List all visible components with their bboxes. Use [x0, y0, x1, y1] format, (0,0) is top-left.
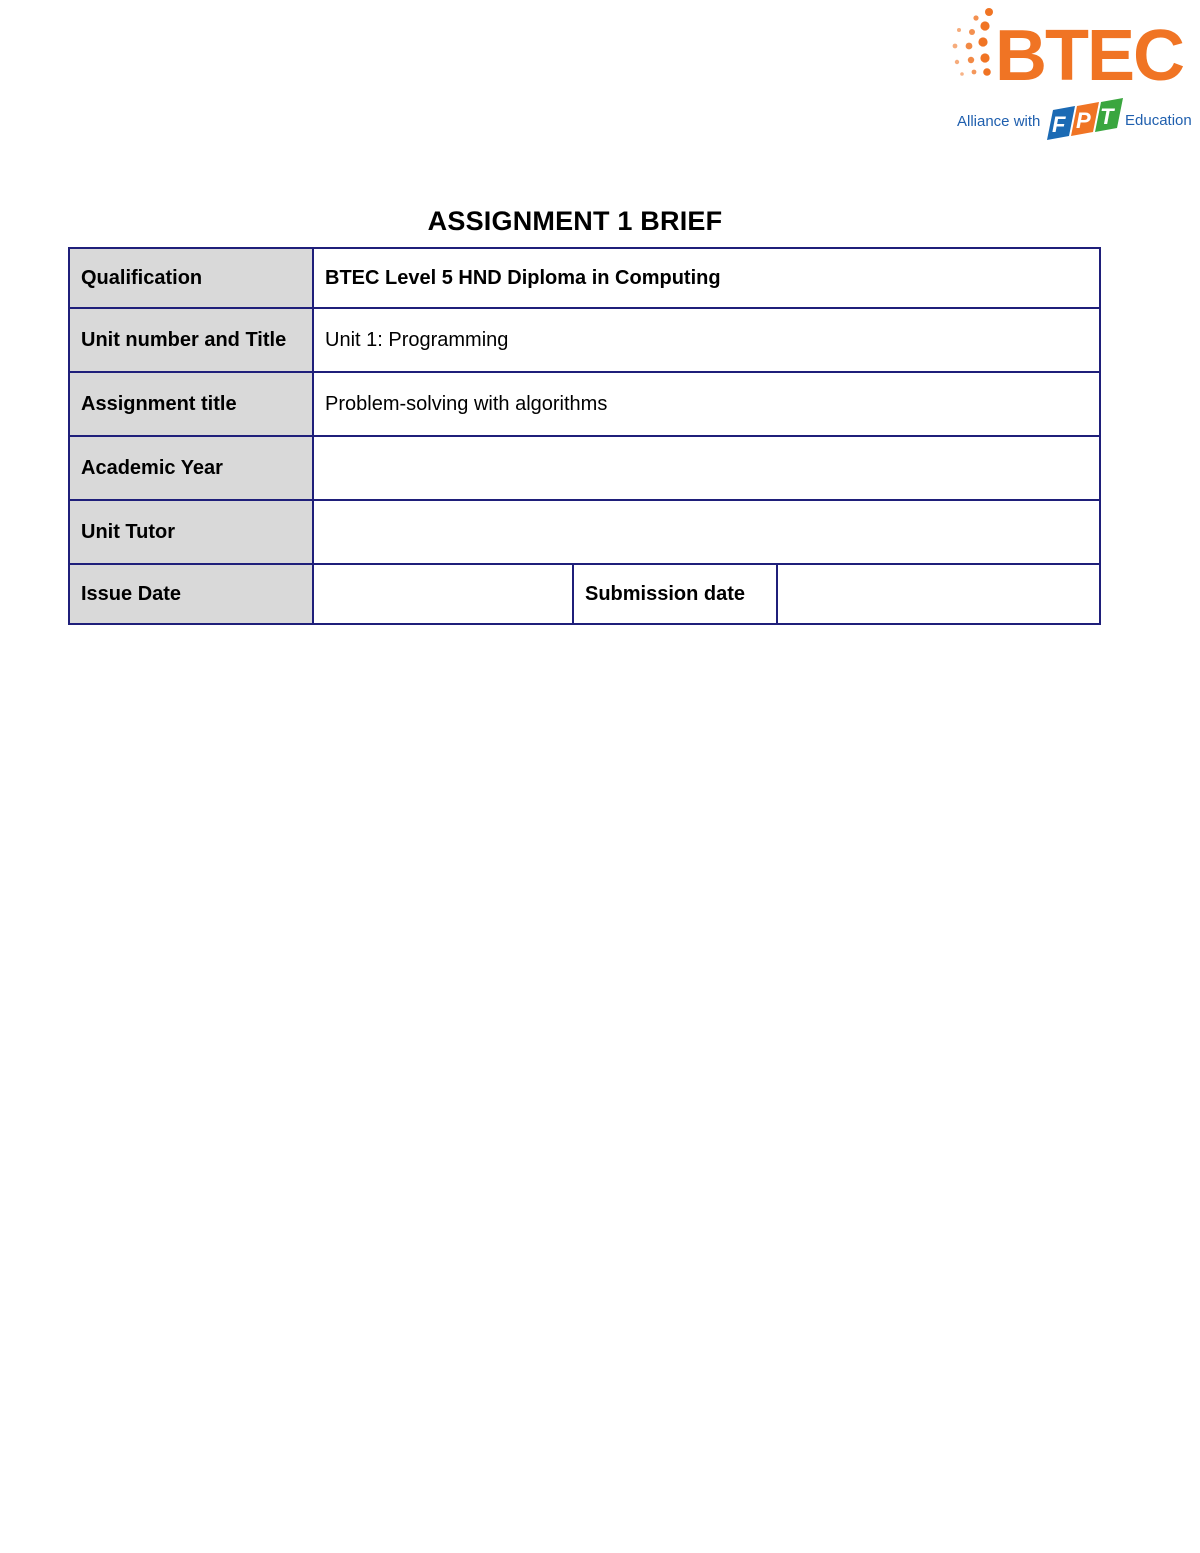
unit-tutor-value[interactable]: [313, 500, 1100, 564]
assignment-title-value: Problem-solving with algorithms: [313, 372, 1100, 436]
fpt-letter-t: T: [1100, 104, 1114, 129]
row-qualification: [69, 248, 1100, 308]
submission-date-label: Submission date: [573, 564, 777, 624]
academic-year-value[interactable]: [313, 436, 1100, 500]
unit-value: Unit 1: Programming: [313, 308, 1100, 372]
btec-fpt-logo: [945, 6, 1193, 146]
unit-label: Unit number and Title: [69, 308, 313, 372]
fpt-letter-f: F: [1052, 112, 1066, 137]
logo-brand-text: BTEC: [995, 16, 1183, 96]
issue-date-value[interactable]: [313, 564, 573, 624]
submission-date-value[interactable]: [777, 564, 1100, 624]
academic-year-label: Academic Year: [69, 436, 313, 500]
document-title: ASSIGNMENT 1 BRIEF: [427, 206, 723, 236]
logo-tagline-prefix: Alliance with: [957, 113, 1041, 130]
logo-dots-icon: [953, 8, 993, 76]
row-assignment-title: [69, 372, 1100, 436]
assignment-brief-table: [68, 247, 1101, 625]
assignment-title-label: Assignment title: [69, 372, 313, 436]
logo-tagline-suffix: Education: [1125, 112, 1192, 129]
fpt-logo-icon: [1047, 98, 1123, 140]
row-dates: [69, 564, 1100, 624]
row-unit: [69, 308, 1100, 372]
fpt-letter-p: P: [1076, 108, 1091, 133]
row-unit-tutor: [69, 500, 1100, 564]
row-academic-year: [69, 436, 1100, 500]
qualification-value: BTEC Level 5 HND Diploma in Computing: [313, 248, 1100, 308]
qualification-label: Qualification: [69, 248, 313, 308]
issue-date-label: Issue Date: [69, 564, 313, 624]
unit-tutor-label: Unit Tutor: [69, 500, 313, 564]
